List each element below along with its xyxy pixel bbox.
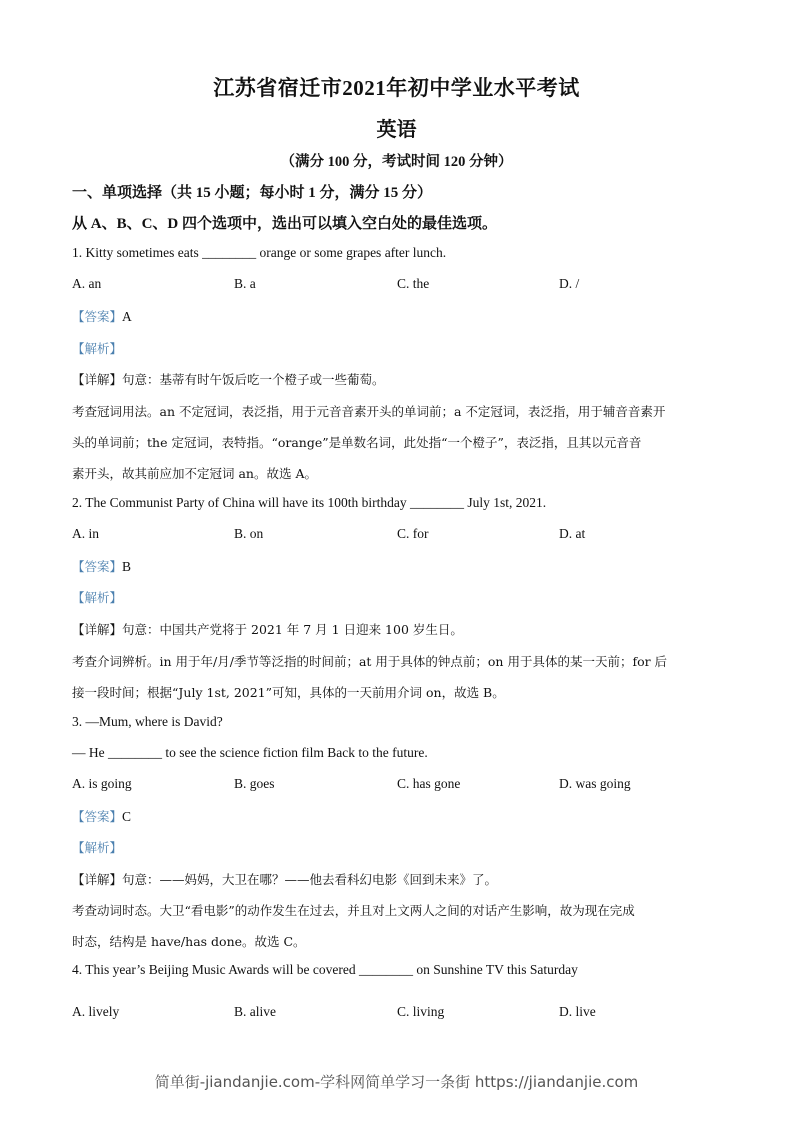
answer-label: 【答案】 — [72, 809, 123, 824]
answer-label: 【答案】 — [72, 309, 123, 324]
question-2-stem: 2. The Communist Party of China will have its 100th birthday ________ July 1st, 2021. — [72, 495, 547, 510]
q2-option-a: A. in — [72, 526, 99, 541]
q3-analysis-label — [72, 838, 122, 856]
analysis-label: 【解析】 — [72, 590, 123, 605]
detail-label: 【详解】 — [72, 372, 123, 387]
question-4-stem: 4. This year’s Beijing Music Awards will be covered ________ on Sunshine TV this Saturday — [72, 962, 578, 977]
q3-option-b: B. goes — [234, 776, 275, 791]
q4-option-b: B. alive — [234, 1004, 276, 1019]
question-3-stem: 3. —Mum, where is David? — [72, 714, 223, 729]
q3-detail — [72, 870, 497, 888]
section-instruction: 从 A、B、C、D 四个选项中，选出可以填入空白处的最佳选项。 — [72, 216, 498, 232]
q3-answer-row — [72, 807, 131, 825]
q1-option-d: D. / — [559, 276, 580, 291]
site-footer-watermark: 简单街-jiandanjie.com-学科网简单学习一条街 https://jiandanjie.com — [154, 1073, 639, 1091]
q1-answer-row — [72, 307, 132, 325]
q2-detail-text: 句意：中国共产党将于 2021 年 7 月 1 日迎来 100 岁生日。 — [122, 622, 463, 637]
subject-title: 英语 — [376, 119, 417, 141]
q1-option-b: B. a — [234, 276, 256, 291]
q2-detail — [72, 620, 463, 638]
q4-option-d: D. live — [559, 1004, 596, 1019]
q1-analysis-label — [72, 339, 122, 357]
q3-answer: C — [122, 809, 132, 824]
q3-explanation-line-1: 考查动词时态。大卫“看电影”的动作发生在过去，并且对上文两人之间的对话产生影响，故为现在完成 — [72, 903, 635, 918]
q1-detail-text: 句意：基蒂有时午饭后吃一个橙子或一些葡萄。 — [122, 372, 385, 387]
q3-option-d: D. was going — [559, 776, 631, 791]
question-3-stem-line-2: — He ________ to see the science fiction film Back to the future. — [72, 745, 428, 760]
q2-analysis-label — [72, 588, 122, 606]
q1-explanation-line-3: 素开头，故其前应加不定冠词 an。故选 A。 — [72, 466, 317, 481]
q1-answer: A — [122, 309, 132, 324]
q1-option-c: C. the — [397, 276, 430, 291]
q2-option-c: C. for — [397, 526, 429, 541]
section-heading: 一、单项选择（共 15 小题；每小时 1 分，满分 15 分） — [72, 185, 433, 201]
q2-option-b: B. on — [234, 526, 264, 541]
q1-explanation-line-1: 考查冠词用法。an 不定冠词，表泛指，用于元音音素开头的单词前；a 不定冠词，表泛指，用于辅音音素开 — [72, 404, 666, 419]
q4-option-c: C. living — [397, 1004, 445, 1019]
analysis-label: 【解析】 — [72, 840, 123, 855]
exam-title: 江苏省宿迁市2021年初中学业水平考试 — [213, 76, 580, 100]
q2-answer-row — [72, 557, 131, 575]
q2-answer: B — [122, 559, 132, 574]
q1-detail — [72, 370, 385, 388]
q4-option-a: A. lively — [72, 1004, 120, 1019]
q2-option-d: D. at — [559, 526, 586, 541]
q1-explanation-line-2: 头的单词前；the 定冠词，表特指。“orange”是单数名词，此处指“一个橙子”，表泛指，且其以元音音 — [72, 435, 642, 450]
detail-label: 【详解】 — [72, 622, 123, 637]
q3-explanation-line-2: 时态，结构是 have/has done。故选 C。 — [72, 934, 306, 949]
q2-explanation-line-1: 考查介词辨析。in 用于年/月/季节等泛指的时间前；at 用于具体的钟点前；on 用于具体的某一天前；for 后 — [72, 654, 668, 669]
answer-label: 【答案】 — [72, 559, 123, 574]
detail-label: 【详解】 — [72, 872, 123, 887]
question-1-stem: 1. Kitty sometimes eats ________ orange or some grapes after lunch. — [72, 245, 447, 260]
score-time-note: （满分 100 分，考试时间 120 分钟） — [280, 154, 513, 170]
q3-detail-text: 句意：——妈妈，大卫在哪？——他去看科幻电影《回到未来》了。 — [122, 872, 498, 887]
analysis-label: 【解析】 — [72, 341, 123, 356]
q2-explanation-line-2: 接一段时间；根据“July 1st, 2021”可知，具体的一天前用介词 on，故选 B。 — [72, 685, 505, 700]
q3-option-c: C. has gone — [397, 776, 461, 791]
q1-option-a: A. an — [72, 276, 102, 291]
q3-option-a: A. is going — [72, 776, 132, 791]
